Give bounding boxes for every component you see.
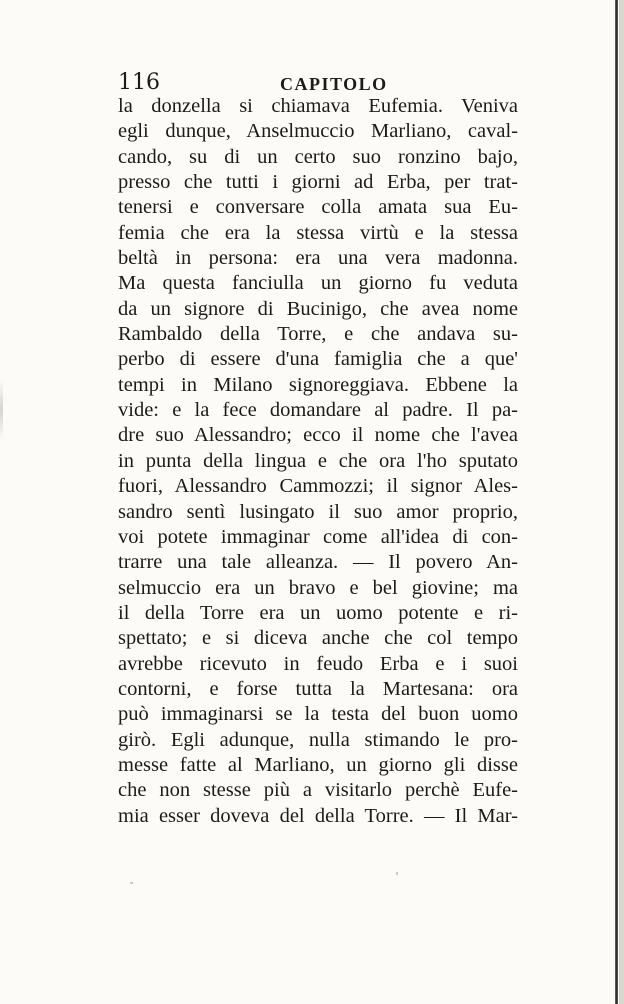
- text-line: Rambaldo della Torre, e che andava su-: [118, 323, 518, 346]
- text-line: tenersi e conversare colla amata sua Eu-: [118, 196, 518, 219]
- text-line: spettato; e si diceva anche che col tempo: [118, 627, 518, 650]
- text-line: cando, su di un certo suo ronzino bajo,: [118, 145, 518, 168]
- page-left-mark: [0, 380, 3, 440]
- paper-speck: [396, 872, 398, 875]
- text-line: in punta della lingua e che ora l'ho sputato: [118, 449, 518, 472]
- text-line: da un signore di Bucinigo, che avea nome: [118, 297, 518, 320]
- text-line: che non stesse più a visitarlo perchè Eufe-: [118, 779, 518, 802]
- text-line: può immaginarsi se la testa del buon uomo: [118, 703, 518, 726]
- text-line: Ma questa fanciulla un giorno fu veduta: [118, 272, 518, 295]
- text-line: il della Torre era un uomo potente e ri-: [118, 601, 518, 624]
- text-line: messe fatte al Marliano, un giorno gli disse: [118, 753, 518, 776]
- text-line: egli dunque, Anselmuccio Marliano, caval-: [118, 120, 518, 143]
- text-line: la donzella si chiamava Eufemia. Veniva: [118, 95, 518, 117]
- text-line: voi potete immaginar come all'idea di con-: [118, 525, 518, 548]
- text-line: mia esser doveva del della Torre. — Il Mar-: [118, 804, 518, 827]
- page-edge-shadow: [619, 0, 624, 1004]
- page-header: [118, 70, 516, 96]
- running-title: CAPITOLO: [280, 74, 388, 94]
- body-text: [118, 94, 518, 829]
- text-line: sandro sentì lusingato il suo amor proprio,: [118, 500, 518, 523]
- text-line: tempi in Milano signoreggiava. Ebbene la: [118, 373, 518, 396]
- text-line: contorni, e forse tutta la Martesana: ora: [118, 677, 518, 700]
- page-number: 116: [118, 70, 160, 95]
- text-line: beltà in persona: era una vera madonna.: [118, 247, 518, 270]
- text-line: presso che tutti i giorni ad Erba, per trat-: [118, 171, 518, 194]
- text-line: dre suo Alessandro; ecco il nome che l'avea: [118, 424, 518, 447]
- text-line: fuori, Alessandro Cammozzi; il signor Ales-: [118, 475, 518, 498]
- text-line: femia che era la stessa virtù e la stessa: [118, 221, 518, 244]
- text-line: avrebbe ricevuto in feudo Erba e i suoi: [118, 652, 518, 675]
- text-line: girò. Egli adunque, nulla stimando le pro-: [118, 728, 518, 751]
- text-line: vide: e la fece domandare al padre. Il pa-: [118, 399, 518, 422]
- text-line: perbo di essere d'una famiglia che a que': [118, 348, 518, 371]
- page-binding-edge: [615, 0, 618, 1004]
- text-line: selmuccio era un bravo e bel giovine; ma: [118, 576, 518, 599]
- text-line: trarre una tale alleanza. — Il povero An-: [118, 551, 518, 574]
- paper-speck: [130, 882, 133, 884]
